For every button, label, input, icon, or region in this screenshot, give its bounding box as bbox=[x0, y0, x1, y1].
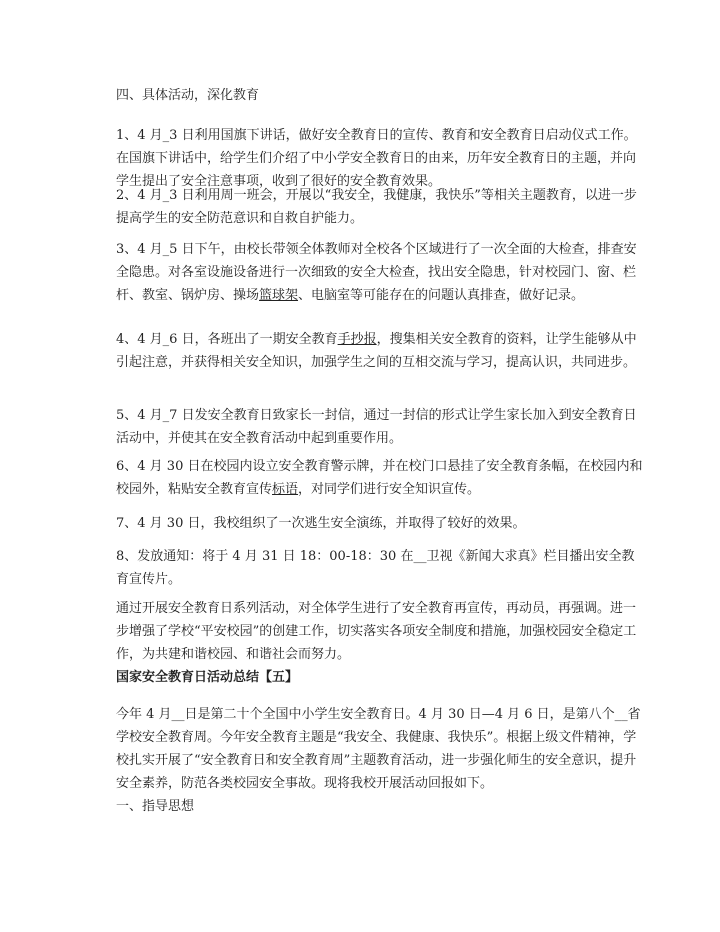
list-item-1: 1、4 月_3 日利用国旗下讲话，做好安全教育日的宣传、教育和安全教育日启动仪式工作。在国旗下讲话中，给学生们介绍了中小学安全教育日的由来，历年安全教育日的主题，并向学生提出了安全注意事项，收到了很好的安全教育效果。 bbox=[116, 128, 637, 189]
list-item-6 bbox=[116, 455, 644, 501]
list-item-3 bbox=[116, 238, 644, 307]
list-item-3-text-after: 、电脑室等可能存在的问题认真排查，做好记录。 bbox=[298, 288, 585, 303]
list-item-6-text-after: ，对同学们进行安全知识宣传。 bbox=[298, 482, 481, 497]
list-item-4-text-before: 4、4 月_6 日，各班出了一期安全教育 bbox=[116, 332, 338, 347]
list-item-8: 8、发放通知：将于 4 月 31 日 18：00-18：30 在__卫视《新闻大求真》栏目播出安全教育宣传片。 bbox=[116, 549, 635, 587]
list-item-5: 5、4 月_7 日发安全教育日致家长一封信，通过一封信的形式让学生家长加入到安全教育日活动中，并使其在安全教育活动中起到重要作用。 bbox=[116, 408, 637, 446]
list-item-7: 7、4 月 30 日，我校组织了一次逃生安全演练，并取得了较好的效果。 bbox=[116, 516, 526, 531]
basketball-hoop-link[interactable]: 篮球架 bbox=[259, 288, 299, 303]
section-heading-specific-activities: 四、具体活动，深化教育 bbox=[116, 88, 260, 103]
section-title-five: 国家安全教育日活动总结【五】 bbox=[116, 670, 299, 685]
intro-paragraph: 今年 4 月__日是第二十个全国中小学生安全教育日。4 月 30 日—4 月 6 日，是第八个__省学校安全教育周。今年安全教育主题是“我安全、我健康、我快乐”。根据上级文件精神，学校扎实开展了“安全教育日和安全教育周”主题教育活动，进一步强化师生的安全意识，提升安全素养，防范各类校园安全事故。现将我校开展活动回报如下。 bbox=[116, 707, 641, 791]
list-item-4-text-after: ，搜集相关安全教育的资料，让学生能够从中引起注意，并获得相关安全知识，加强学生之间的互相交流与学习，提高认识，共同进步。 bbox=[116, 332, 637, 370]
list-item-4 bbox=[116, 328, 644, 374]
handwritten-newspaper-link[interactable]: 手抄报 bbox=[337, 332, 377, 347]
list-item-3-text-before: 3、4 月_5 日下午，由校长带领全体教师对全校各个区域进行了一次全面的大检查，排查安全隐患。对各室设施设备进行一次细致的安全大检查，找出安全隐患，针对校园门、窗、栏杆、教室、锅炉房、操场 bbox=[116, 242, 637, 303]
list-item-6-text-before: 6、4 月 30 日在校园内设立安全教育警示牌，并在校门口悬挂了安全教育条幅，在校园内和校园外，粘贴安全教育宣传 bbox=[116, 459, 643, 497]
summary-paragraph: 通过开展安全教育日系列活动，对全体学生进行了安全教育再宣传，再动员，再强调。进一步增强了学校“平安校园”的创建工作，切实落实各项安全制度和措施，加强校园安全稳定工作，为共建和谐校园、和谐社会而努力。 bbox=[116, 601, 637, 662]
list-item-2: 2、4 月_3 日利用周一班会，开展以“我安全，我健康，我快乐”等相关主题教育，以进一步提高学生的安全防范意识和自救自护能力。 bbox=[116, 188, 637, 226]
slogan-link[interactable]: 标语 bbox=[272, 482, 299, 497]
section-heading-guiding-ideology: 一、指导思想 bbox=[116, 799, 195, 814]
